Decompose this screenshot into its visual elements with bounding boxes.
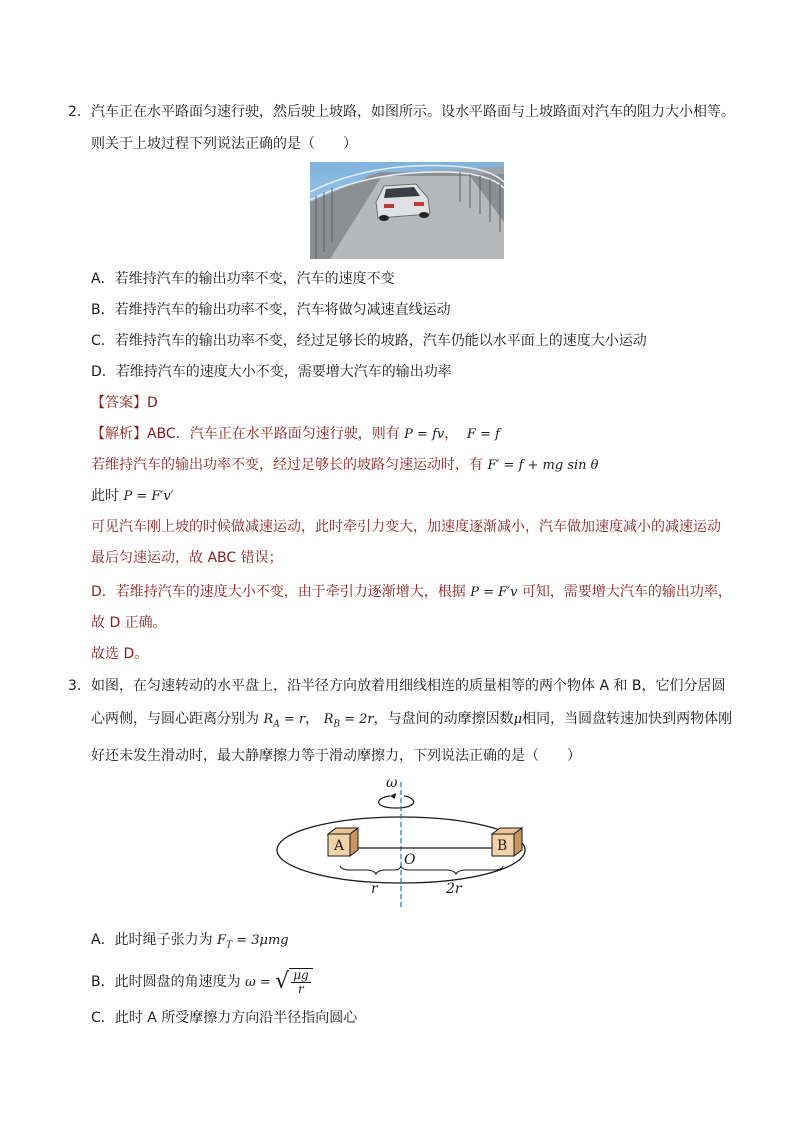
rotation-arrow-icon: [379, 796, 414, 808]
distance-2r-label: 2r: [446, 881, 462, 897]
center-o-label: O: [404, 852, 416, 868]
q2-analysis-line1: 【解析】ABC．汽车正在水平路面匀速行驶，则有 P = fv， F = f: [91, 426, 500, 442]
q3-stem-line1: 如图，在匀速转动的水平盘上，沿半径方向放着用细线相连的质量相等的两个物体 A 和 B，它们分居圆: [91, 678, 726, 694]
q2-option-d: D．若维持汽车的速度大小不变，需要增大汽车的输出功率: [91, 364, 452, 380]
formula-p-fprime-v: P = F′v: [470, 585, 518, 600]
formula-sqrt-body: $\frac{\mu g}{r}$: [289, 968, 312, 996]
q2-car-on-slope-photo: [310, 162, 504, 259]
q2-analysis-line5: 最后匀速运动，故 ABC 错误；: [91, 550, 283, 566]
option-text: A．此时绳子张力为: [91, 932, 213, 948]
q3-stem-line3: 好还未发生滑动时，最大静摩擦力等于滑动摩擦力，下列说法正确的是（ ）: [91, 748, 581, 764]
option-text: B．此时圆盘的角速度为: [91, 974, 241, 990]
q2-analysis-line7: 故 D 正确。: [91, 615, 167, 631]
analysis-text: 此时: [91, 488, 119, 504]
analysis-label: 【解析】: [91, 426, 147, 442]
rotation-arrowhead-icon: [390, 793, 396, 799]
q2-analysis-line4: 可见汽车刚上坡的时候做减速运动，此时牵引力变大，加速度逐渐减小，汽车做加速度减小的减速运动: [91, 519, 721, 535]
sqrt-icon: √: [275, 969, 290, 994]
block-b-label: B: [497, 838, 508, 854]
formula-tension: $F_T = 3\mu mg$: [217, 933, 289, 951]
q2-stem-line2: 则关于上坡过程下列说法正确的是（ ）: [91, 136, 357, 152]
formula-p-fprime-vprime: P = F′v′: [123, 489, 174, 504]
brace-2r: [401, 866, 503, 874]
omega-label: ω: [386, 775, 398, 791]
q2-analysis-line3: [91, 486, 174, 507]
formula-ra: $R_A = r$: [263, 712, 306, 730]
q2-option-b: B．若维持汽车的输出功率不变，汽车将做匀减速直线运动: [91, 302, 451, 318]
q3-option-c: C．此时 A 所受摩擦力方向沿半径指向圆心: [91, 1010, 358, 1026]
q2-analysis-line6: [91, 582, 732, 603]
block-a-label: A: [334, 838, 345, 854]
q2-answer: 【答案】D: [91, 395, 158, 411]
distance-r-label: r: [371, 881, 378, 897]
analysis-text: 可知，需要增大汽车的输出功率，: [521, 584, 732, 600]
analysis-text: 若维持汽车的输出功率不变，经过足够长的坡路匀速运动时，有: [91, 457, 483, 473]
formula-omega: ω =: [245, 975, 271, 990]
stem-text: ，与盘间的动摩擦因数: [373, 711, 514, 727]
q3-option-a: [91, 930, 289, 956]
q2-analysis-line8: 故选 D。: [91, 646, 149, 662]
formula-f-eq-f: F = f: [462, 427, 500, 442]
q3-rotating-disk-figure: [270, 772, 532, 912]
q2-analysis-line2: [91, 455, 599, 476]
brace-r: [340, 866, 401, 874]
analysis-text: D．若维持汽车的速度大小不变，由于牵引力逐渐增大，根据: [91, 584, 466, 600]
q2-stem-line1: 汽车正在水平路面匀速行驶，然后驶上坡路，如图所示。设水平路面与上坡路面对汽车的阻力大小相等。: [91, 104, 735, 120]
formula-rb: $R_B = 2r$: [323, 712, 374, 730]
formula-mu: μ: [513, 712, 523, 727]
stem-text: 相同，当圆盘转速加快到两物体刚: [522, 711, 733, 727]
block-a: [328, 828, 358, 856]
q3-option-b: [91, 968, 313, 996]
q3-number: 3．: [68, 678, 91, 694]
stem-text: 心两侧，与圆心距离分别为: [91, 711, 259, 727]
formula-p-fv: P = fv: [404, 427, 445, 442]
q2-option-c: C．若维持汽车的输出功率不变，经过足够长的坡路，汽车仍能以水平面上的速度大小运动: [91, 333, 647, 349]
analysis-text: ABC．汽车正在水平路面匀速行驶，则有: [147, 426, 400, 442]
q2-option-a: A．若维持汽车的输出功率不变，汽车的速度不变: [91, 271, 395, 287]
q3-stem-line2: 心两侧，与圆心距离分别为 $R_A = r$， $R_B = 2r$，与盘间的动摩擦因数μ相同，当圆盘转速加快到两物体刚: [91, 711, 733, 730]
block-b: [492, 828, 522, 856]
formula-fprime: F′ = f + mg sin θ: [487, 458, 599, 473]
q2-number: 2．: [68, 104, 91, 120]
